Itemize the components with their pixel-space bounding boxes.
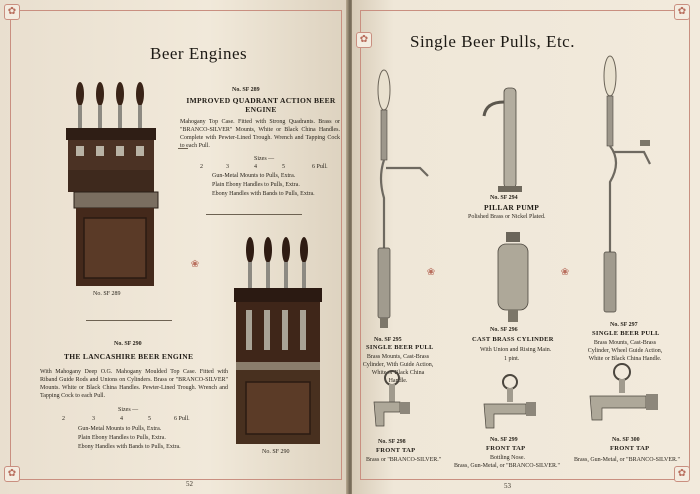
item-298-name: FRONT TAP: [376, 447, 416, 454]
item-296-extra: 1 pint.: [504, 356, 520, 362]
item-298-desc: Brass or "BRANCO-SILVER.": [366, 457, 442, 463]
item-295-name: SINGLE BEER PULL: [366, 344, 434, 351]
item-290-option-1: Gun-Metal Mounts to Pulls, Extra.: [78, 426, 162, 432]
front-tap-298-illustration: [370, 368, 420, 430]
item-297-desc: Brass Mounts, Cast-Brass Cylinder, Wheel Guide Action, White or Black China Handle.: [587, 340, 663, 362]
item-296-number: No. SF 296: [490, 327, 518, 333]
item-296-name: CAST BRASS CYLINDER: [472, 336, 554, 343]
item-294-number: No. SF 294: [490, 195, 518, 201]
item-289-size-1: 2: [200, 164, 203, 170]
item-290-size-4: 5: [148, 416, 151, 422]
item-290-size-5: 6 Pull.: [174, 416, 190, 422]
item-289-option-3: Ebony Handles with Bands to Pulls, Extra.: [212, 191, 315, 197]
item-290-caption: No. SF 290: [262, 449, 290, 455]
single-beer-pull-295-illustration: [370, 68, 440, 330]
item-289-size-3: 4: [254, 164, 257, 170]
item-290-number: No. SF 290: [114, 341, 142, 347]
ornament-icon: ❀: [426, 267, 436, 278]
item-299-desc: Bottling Nose.: [490, 455, 526, 461]
item-294-name: PILLAR PUMP: [484, 203, 540, 212]
item-289-option-2: Plain Ebony Handles to Pulls, Extra.: [212, 182, 300, 188]
front-tap-300-illustration: [586, 362, 662, 424]
item-299-name: FRONT TAP: [486, 445, 526, 452]
left-page: [0, 0, 348, 494]
single-beer-pull-297-illustration: [588, 52, 668, 318]
item-297-name: SINGLE BEER PULL: [592, 330, 660, 337]
item-300-desc: Brass, Gun-Metal, or "BRANCO-SILVER.": [574, 457, 681, 463]
item-289-size-2: 3: [226, 164, 229, 170]
item-290-description: With Mahogany Deep O.G. Mahogany Moulded Top Case. Fitted with Riband Guide Rods and Unions on Cylinders. Brass or "BRANCO-SILVER" Mounts. White or Black China Handles. Pewter-Lined Trough. Wrench and Tapping Cock to each Pull.: [40, 369, 228, 399]
item-290-heading: THE LANCASHIRE BEER ENGINE: [64, 352, 194, 361]
item-290-sizes-label: Sizes —: [118, 407, 139, 413]
divider: [178, 148, 188, 149]
item-290-size-2: 3: [92, 416, 95, 422]
ornament-icon: ✿: [356, 32, 372, 48]
item-299-number: No. SF 299: [490, 437, 518, 443]
item-297-number: No. SF 297: [610, 322, 638, 328]
item-290-size-1: 2: [62, 416, 65, 422]
page-number: 53: [504, 482, 511, 490]
item-290-size-3: 4: [120, 416, 123, 422]
pillar-pump-294-illustration: [480, 82, 540, 194]
divider: [86, 320, 172, 321]
ornament-icon: ❀: [560, 267, 570, 278]
item-289-sizes-label: Sizes —: [254, 156, 275, 162]
beer-engine-290-illustration: [232, 236, 328, 448]
item-289-description: Mahogany Top Case. Fitted with Strong Quadrants. Brass or "BRANCO-SILVER" Mounts, White or Black China Handles. Complete with Pewter-Lined Trough. Wrench and Tapping Cock to each Pull.: [180, 119, 340, 149]
item-289-size-5: 6 Pull.: [312, 164, 328, 170]
item-289-number: No. SF 289: [232, 87, 260, 93]
item-290-option-2: Plain Ebony Handles to Pulls, Extra.: [78, 435, 166, 441]
item-295-desc: Brass Mounts, Cast-Brass Cylinder, With Guide Action, White or Black China Handle.: [362, 354, 434, 384]
item-295-number: No. SF 295: [374, 337, 402, 343]
item-289-caption: No. SF 289: [93, 291, 121, 297]
item-298-number: No. SF 298: [378, 439, 406, 445]
divider: [206, 214, 302, 215]
item-296-desc: With Union and Rising Main.: [480, 347, 552, 353]
page-title: Single Beer Pulls, Etc.: [410, 32, 575, 51]
item-300-number: No. SF 300: [612, 437, 640, 443]
ornament-icon: ✿: [674, 4, 690, 20]
item-300-name: FRONT TAP: [610, 445, 650, 452]
right-page: [352, 0, 700, 494]
ornament-icon: ✿: [4, 4, 20, 20]
ornament-icon: ❀: [190, 259, 200, 270]
item-289-option-1: Gun-Metal Mounts to Pulls, Extra.: [212, 173, 296, 179]
cast-brass-cylinder-296-illustration: [488, 230, 538, 324]
item-290-option-3: Ebony Handles with Bands to Pulls, Extra.: [78, 444, 181, 450]
item-289-size-4: 5: [282, 164, 285, 170]
front-tap-299-illustration: [480, 372, 540, 430]
item-299-desc2: Brass, Gun-Metal, or "BRANCO-SILVER.": [454, 463, 561, 469]
page-number: 52: [186, 480, 193, 488]
item-289-heading: IMPROVED QUADRANT ACTION BEER ENGINE: [186, 96, 336, 114]
item-294-desc: Polished Brass or Nickel Plated.: [468, 214, 546, 220]
ornament-icon: ✿: [4, 466, 20, 482]
ornament-icon: ✿: [674, 466, 690, 482]
beer-engine-289-illustration: [64, 80, 164, 290]
page-title: Beer Engines: [150, 44, 248, 63]
